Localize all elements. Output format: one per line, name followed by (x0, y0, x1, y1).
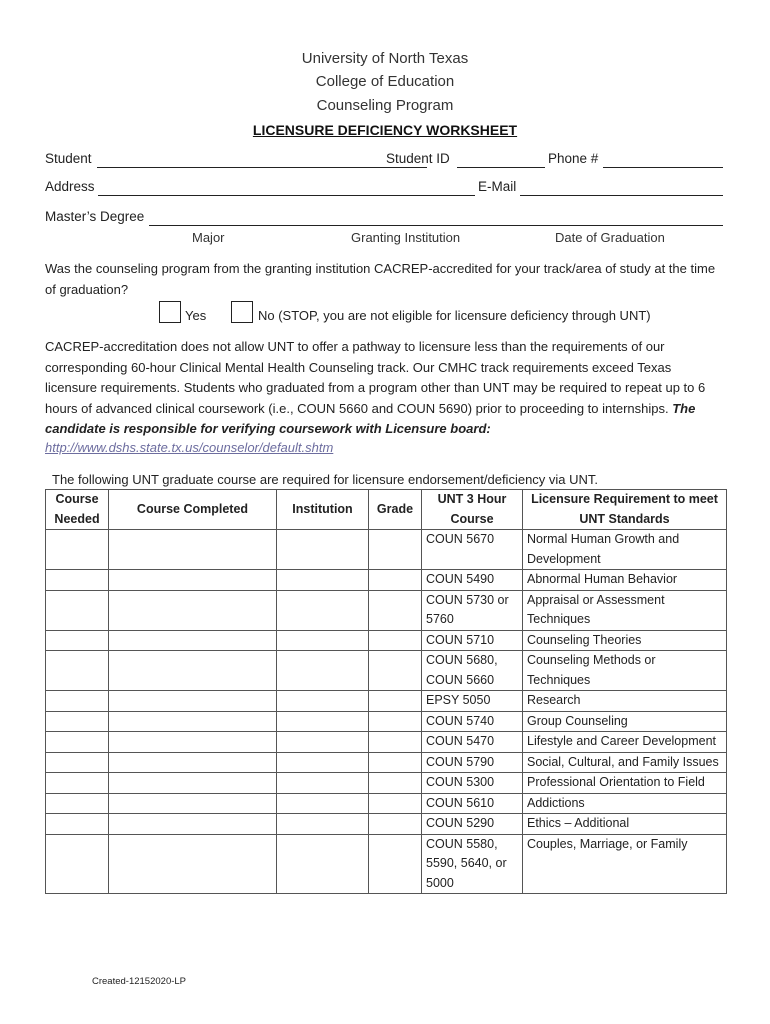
institution-cell[interactable] (277, 630, 369, 651)
masters-field[interactable] (149, 225, 723, 226)
unt-course-cell: COUN 5610 (422, 793, 523, 814)
header-course-needed: Course Needed (46, 490, 109, 530)
student-id-field[interactable] (457, 167, 545, 168)
grade-cell[interactable] (369, 651, 422, 691)
institution-cell[interactable] (277, 570, 369, 591)
requirement-cell: Professional Orientation to Field (523, 773, 727, 794)
institution-cell[interactable] (277, 732, 369, 753)
course-completed-cell[interactable] (109, 570, 277, 591)
requirement-cell: Addictions (523, 793, 727, 814)
grade-cell[interactable] (369, 570, 422, 591)
address-row (45, 179, 723, 199)
header-course-completed: Course Completed (109, 490, 277, 530)
requirement-cell: Ethics – Additional (523, 814, 727, 835)
requirement-cell: Appraisal or Assessment Techniques (523, 590, 727, 630)
phone-field[interactable] (603, 167, 723, 168)
no-checkbox[interactable] (231, 301, 253, 323)
course-table (45, 489, 727, 894)
institution-cell[interactable] (277, 814, 369, 835)
requirement-cell: Social, Cultural, and Family Issues (523, 752, 727, 773)
cacrep-paragraph (45, 337, 725, 440)
paragraph-text: CACREP-accreditation does not allow UNT to offer a pathway to licensure less than the requirements of our corresponding 60-hour Clinical Mental Health Counseling track. Our CMHC track requirements exceed Texas licensure requirements. Students who graduated from a program other than UNT may be required to repeat up to 6 hours of advanced clinical coursework (i.e., COUN 5660 and COUN 5690) prior to proceeding to internships. (45, 339, 706, 416)
masters-row (45, 209, 723, 229)
table-header-row (46, 490, 727, 530)
yes-label: Yes (185, 308, 207, 323)
grade-cell[interactable] (369, 773, 422, 794)
unt-course-cell: COUN 5740 (422, 711, 523, 732)
student-id-label: Student ID (386, 151, 450, 166)
address-field[interactable] (98, 195, 475, 196)
unt-course-cell: COUN 5490 (422, 570, 523, 591)
course-needed-cell[interactable] (46, 570, 109, 591)
cacrep-question: Was the counseling program from the granting institution CACREP-accredited for your track/area of study at the time of graduation? (45, 261, 716, 297)
course-needed-cell[interactable] (46, 530, 109, 570)
course-needed-cell[interactable] (46, 691, 109, 712)
grade-cell[interactable] (369, 793, 422, 814)
table-row (46, 732, 727, 753)
phone-label: Phone # (548, 151, 599, 166)
grade-cell[interactable] (369, 530, 422, 570)
table-row (46, 793, 727, 814)
course-completed-cell[interactable] (109, 773, 277, 794)
institution-cell[interactable] (277, 752, 369, 773)
table-row (46, 752, 727, 773)
unt-course-cell: COUN 5730 or 5760 (422, 590, 523, 630)
table-row (46, 630, 727, 651)
unt-course-cell: EPSY 5050 (422, 691, 523, 712)
table-row (46, 570, 727, 591)
table-row (46, 590, 727, 630)
requirement-cell: Counseling Theories (523, 630, 727, 651)
unt-course-cell: COUN 5470 (422, 732, 523, 753)
requirement-cell: Lifestyle and Career Development (523, 732, 727, 753)
course-needed-cell[interactable] (46, 834, 109, 894)
requirement-cell: Couples, Marriage, or Family (523, 834, 727, 894)
requirement-cell: Group Counseling (523, 711, 727, 732)
course-completed-cell[interactable] (109, 590, 277, 630)
institution-cell[interactable] (277, 711, 369, 732)
institution-cell[interactable] (277, 590, 369, 630)
unt-course-cell: COUN 5710 (422, 630, 523, 651)
table-row (46, 814, 727, 835)
created-stamp: Created-12152020-LP (92, 976, 187, 987)
licensure-board-link[interactable]: http://www.dshs.state.tx.us/counselor/default.shtm (45, 440, 334, 455)
unt-course-cell: COUN 5580, 5590, 5640, or 5000 (422, 834, 523, 894)
institution-cell[interactable] (277, 834, 369, 894)
grade-cell[interactable] (369, 814, 422, 835)
course-completed-cell[interactable] (109, 793, 277, 814)
course-needed-cell[interactable] (46, 752, 109, 773)
student-row (45, 151, 723, 171)
no-label: No (STOP, you are not eligible for licensure deficiency through UNT) (258, 308, 651, 323)
course-completed-cell[interactable] (109, 530, 277, 570)
header-licensure-requirement: Licensure Requirement to meet UNT Standards (523, 490, 727, 530)
university-name: University of North Texas (301, 50, 469, 67)
unt-course-cell: COUN 5790 (422, 752, 523, 773)
major-caption: Major (192, 230, 225, 245)
table-row (46, 691, 727, 712)
unt-course-cell: COUN 5290 (422, 814, 523, 835)
unt-course-cell: COUN 5680, COUN 5660 (422, 651, 523, 691)
college-name: College of Education (315, 73, 455, 90)
institution-cell[interactable] (277, 793, 369, 814)
unt-course-cell: COUN 5670 (422, 530, 523, 570)
requirement-cell: Counseling Methods or Techniques (523, 651, 727, 691)
course-completed-cell[interactable] (109, 752, 277, 773)
requirement-cell: Abnormal Human Behavior (523, 570, 727, 591)
course-completed-cell[interactable] (109, 834, 277, 894)
institution-cell[interactable] (277, 530, 369, 570)
course-needed-cell[interactable] (46, 590, 109, 630)
grade-cell[interactable] (369, 691, 422, 712)
table-row (46, 773, 727, 794)
course-completed-cell[interactable] (109, 630, 277, 651)
student-field[interactable] (97, 167, 427, 168)
course-completed-cell[interactable] (109, 711, 277, 732)
course-needed-cell[interactable] (46, 732, 109, 753)
email-label: E-Mail (478, 179, 517, 194)
course-completed-cell[interactable] (109, 651, 277, 691)
page-title: LICENSURE DEFICIENCY WORKSHEET (252, 122, 518, 138)
grade-cell[interactable] (369, 590, 422, 630)
address-label: Address (45, 179, 95, 194)
masters-label: Master’s Degree (45, 209, 145, 224)
grade-cell[interactable] (369, 752, 422, 773)
table-row (46, 711, 727, 732)
student-label: Student (45, 151, 92, 166)
paragraph-emphasis: The candidate is responsible for verifying coursework with Licensure board: (45, 400, 696, 436)
course-needed-cell[interactable] (46, 630, 109, 651)
institution-cell[interactable] (277, 691, 369, 712)
course-needed-cell[interactable] (46, 773, 109, 794)
header-unt-course: UNT 3 Hour Course (422, 490, 523, 530)
table-row (46, 530, 727, 570)
institution-cell[interactable] (277, 651, 369, 691)
header-institution: Institution (277, 490, 369, 530)
course-needed-cell[interactable] (46, 711, 109, 732)
grade-cell[interactable] (369, 711, 422, 732)
grade-cell[interactable] (369, 630, 422, 651)
institution-cell[interactable] (277, 773, 369, 794)
course-completed-cell[interactable] (109, 732, 277, 753)
email-field[interactable] (520, 195, 723, 196)
course-needed-cell[interactable] (46, 814, 109, 835)
institution-caption: Granting Institution (351, 230, 461, 245)
requirement-cell: Research (523, 691, 727, 712)
grade-cell[interactable] (369, 732, 422, 753)
course-completed-cell[interactable] (109, 814, 277, 835)
yes-checkbox[interactable] (159, 301, 181, 323)
header-grade: Grade (369, 490, 422, 530)
unt-course-cell: COUN 5300 (422, 773, 523, 794)
course-completed-cell[interactable] (109, 691, 277, 712)
table-intro: The following UNT graduate course are required for licensure endorsement/deficiency via UNT. (52, 472, 599, 487)
program-name: Counseling Program (316, 97, 454, 114)
table-row (46, 651, 727, 691)
course-needed-cell[interactable] (46, 793, 109, 814)
grade-cell[interactable] (369, 834, 422, 894)
requirement-cell: Normal Human Growth and Development (523, 530, 727, 570)
course-needed-cell[interactable] (46, 651, 109, 691)
table-row (46, 834, 727, 894)
graduation-date-caption: Date of Graduation (555, 230, 665, 245)
